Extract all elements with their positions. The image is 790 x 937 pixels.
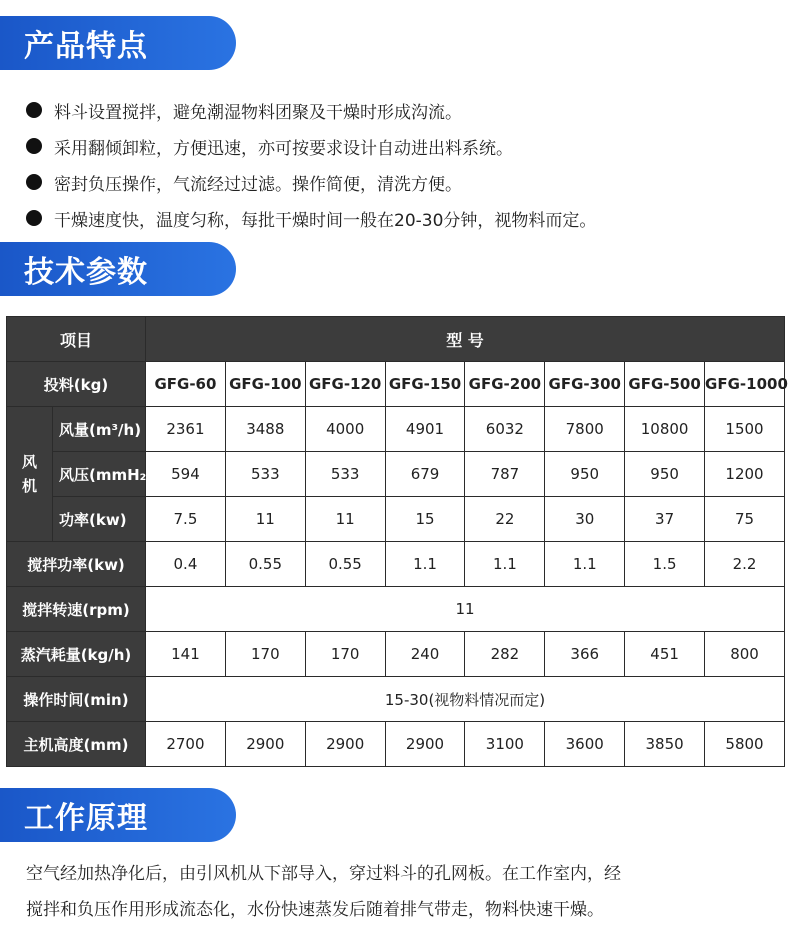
principle-text xyxy=(26,856,766,928)
table-cell: 11 xyxy=(146,587,785,632)
table-cell: 37 xyxy=(625,497,705,542)
features-title: 产品特点 xyxy=(24,29,148,64)
model-cell: GFG-120 xyxy=(305,362,385,407)
steam-label: 蒸汽耗量(kg/h) xyxy=(7,632,146,677)
table-cell: 15-30(视物料情况而定) xyxy=(146,677,785,722)
table-cell: 170 xyxy=(225,632,305,677)
spec-table xyxy=(6,316,788,767)
table-cell: 4901 xyxy=(385,407,465,452)
table-cell: 4000 xyxy=(305,407,385,452)
table-cell: 533 xyxy=(225,452,305,497)
table-cell: 15 xyxy=(385,497,465,542)
model-header: 型 号 xyxy=(146,317,785,362)
table-cell: 2900 xyxy=(385,722,465,767)
table-cell: 800 xyxy=(705,632,785,677)
load-label: 投料(kg) xyxy=(7,362,146,407)
table-row xyxy=(7,362,785,407)
table-row xyxy=(7,317,785,362)
table-cell: 950 xyxy=(625,452,705,497)
list-item: 干燥速度快，温度匀称，每批干燥时间一般在20-30分钟，视物料而定。 xyxy=(26,200,766,236)
features-list xyxy=(26,92,766,236)
table-cell: 11 xyxy=(225,497,305,542)
table-cell: 2900 xyxy=(305,722,385,767)
air-volume-label: 风量(m³/h) xyxy=(53,407,146,452)
item-header: 项目 xyxy=(7,317,146,362)
table-cell: 533 xyxy=(305,452,385,497)
table-cell: 282 xyxy=(465,632,545,677)
model-cell: GFG-200 xyxy=(465,362,545,407)
stir-power-label: 搅拌功率(kw) xyxy=(7,542,146,587)
table-cell: 0.55 xyxy=(305,542,385,587)
table-cell: 594 xyxy=(146,452,226,497)
table-cell: 1.1 xyxy=(385,542,465,587)
table-cell: 0.55 xyxy=(225,542,305,587)
table-cell: 11 xyxy=(305,497,385,542)
table-cell: 1.5 xyxy=(625,542,705,587)
table-row xyxy=(7,632,785,677)
table-row xyxy=(7,452,785,497)
bullet-icon xyxy=(26,174,42,190)
table-cell: 0.4 xyxy=(146,542,226,587)
table-cell: 240 xyxy=(385,632,465,677)
list-item: 采用翻倾卸粒，方便迅速，亦可按要求设计自动进出料系统。 xyxy=(26,128,766,164)
table-cell: 5800 xyxy=(705,722,785,767)
model-cell: GFG-100 xyxy=(225,362,305,407)
table-cell: 451 xyxy=(625,632,705,677)
model-cell: GFG-60 xyxy=(146,362,226,407)
bullet-icon xyxy=(26,138,42,154)
table-cell: 2.2 xyxy=(705,542,785,587)
fan-power-label: 功率(kw) xyxy=(53,497,146,542)
principle-header xyxy=(0,788,236,842)
bullet-icon xyxy=(26,210,42,226)
params-title: 技术参数 xyxy=(24,255,148,290)
bullet-icon xyxy=(26,102,42,118)
table-cell: 22 xyxy=(465,497,545,542)
table-row xyxy=(7,407,785,452)
table-cell: 10800 xyxy=(625,407,705,452)
stir-speed-label: 搅拌转速(rpm) xyxy=(7,587,146,632)
table-cell: 3100 xyxy=(465,722,545,767)
table-cell: 787 xyxy=(465,452,545,497)
table-cell: 2900 xyxy=(225,722,305,767)
table-cell: 1.1 xyxy=(465,542,545,587)
table-row xyxy=(7,497,785,542)
air-pressure-label: 风压(mmH₂O) xyxy=(53,452,146,497)
model-cell: GFG-300 xyxy=(545,362,625,407)
table-row xyxy=(7,542,785,587)
table-cell: 3600 xyxy=(545,722,625,767)
table-cell: 30 xyxy=(545,497,625,542)
table-cell: 2700 xyxy=(146,722,226,767)
table-cell: 2361 xyxy=(146,407,226,452)
height-label: 主机高度(mm) xyxy=(7,722,146,767)
table-row xyxy=(7,677,785,722)
table-cell: 366 xyxy=(545,632,625,677)
list-item: 密封负压操作，气流经过过滤。操作简便，清洗方便。 xyxy=(26,164,766,200)
table-cell: 950 xyxy=(545,452,625,497)
table-cell: 3488 xyxy=(225,407,305,452)
table-cell: 7.5 xyxy=(146,497,226,542)
table-cell: 6032 xyxy=(465,407,545,452)
table-cell: 679 xyxy=(385,452,465,497)
model-cell: GFG-500 xyxy=(625,362,705,407)
table-cell: 7800 xyxy=(545,407,625,452)
op-time-label: 操作时间(min) xyxy=(7,677,146,722)
fan-group-label: 风 机 xyxy=(7,407,53,542)
list-item: 料斗设置搅拌，避免潮湿物料团聚及干燥时形成沟流。 xyxy=(26,92,766,128)
principle-line: 空气经加热净化后，由引风机从下部导入，穿过料斗的孔网板。在工作室内，经 xyxy=(26,864,621,884)
principle-title: 工作原理 xyxy=(24,801,148,836)
model-cell: GFG-1000 xyxy=(705,362,785,407)
params-header xyxy=(0,242,236,296)
model-cell: GFG-150 xyxy=(385,362,465,407)
features-header xyxy=(0,16,236,70)
table-cell: 75 xyxy=(705,497,785,542)
table-cell: 3850 xyxy=(625,722,705,767)
table-cell: 1.1 xyxy=(545,542,625,587)
table-cell: 141 xyxy=(146,632,226,677)
table-cell: 1500 xyxy=(705,407,785,452)
principle-line: 搅拌和负压作用形成流态化，水份快速蒸发后随着排气带走，物料快速干燥。 xyxy=(26,900,604,920)
table-cell: 170 xyxy=(305,632,385,677)
table-row xyxy=(7,722,785,767)
table-row xyxy=(7,587,785,632)
table-cell: 1200 xyxy=(705,452,785,497)
